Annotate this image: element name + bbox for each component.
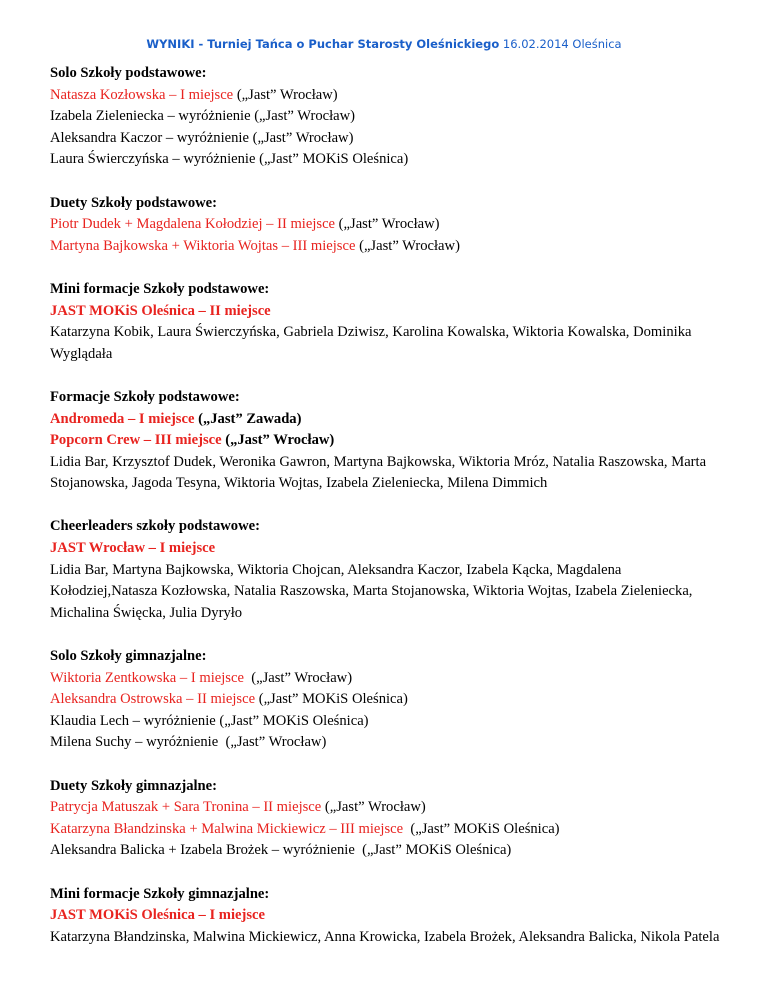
section-formations-primary	[50, 387, 730, 495]
award-text: Patrycja Matuszak + Sara Tronina – II miejsce	[50, 799, 322, 816]
result-line	[50, 819, 730, 841]
section-solo-middle	[50, 646, 730, 754]
section-title: Mini formacje Szkoły gimnazjalne:	[50, 885, 270, 902]
award-text: Andromeda – I miejsce	[50, 410, 195, 427]
section-title: Solo Szkoły gimnazjalne:	[50, 648, 207, 665]
section-cheerleaders-primary	[50, 516, 730, 624]
section-mini-formations-middle	[50, 884, 730, 949]
club-text: („Jast” Wrocław)	[243, 669, 353, 686]
result-line: Izabela Zieleniecka – wyróżnienie („Jast” Wrocław)	[50, 108, 356, 125]
section-title: Cheerleaders szkoły podstawowe:	[50, 518, 260, 535]
club-text: („Jast” Wrocław)	[355, 237, 460, 254]
result-line	[50, 430, 730, 452]
members-text: Katarzyna Błandzinska, Malwina Mickiewicz, Anna Krowicka, Izabela Brożek, Aleksandra Balicka, Nikola Patela	[50, 928, 720, 945]
page-header	[0, 37, 768, 51]
results-document	[50, 63, 730, 970]
club-text: („Jast” Wrocław)	[335, 216, 440, 233]
result-line: Laura Świerczyńska – wyróżnienie („Jast” MOKiS Oleśnica)	[50, 151, 409, 168]
section-title: Duety Szkoły gimnazjalne:	[50, 777, 218, 794]
award-text: JAST Wrocław – I miejsce	[50, 540, 216, 557]
result-line	[50, 797, 730, 819]
award-text: Natasza Kozłowska – I miejsce	[50, 86, 234, 103]
members-text: Lidia Bar, Martyna Bajkowska, Wiktoria Chojcan, Aleksandra Kaczor, Izabela Kącka, Magdalena Kołodziej,Natasza Kozłowska, Natalia Raszowska, Marta Stojanowska, Wiktoria Wojtas, Izabela Zieleniecka, Michalina Święcka, Julia Dyryło	[50, 561, 693, 621]
section-title: Formacje Szkoły podstawowe:	[50, 388, 240, 405]
award-text: JAST MOKiS Oleśnica – II miejsce	[50, 302, 271, 319]
award-text: Martyna Bajkowska + Wiktoria Wojtas – III miejsce	[50, 237, 356, 254]
club-text: („Jast” MOKiS Oleśnica)	[403, 820, 560, 837]
section-title: Duety Szkoły podstawowe:	[50, 194, 218, 211]
result-line	[50, 85, 730, 107]
award-text: Aleksandra Ostrowska – II miejsce	[50, 691, 256, 708]
result-line: Aleksandra Kaczor – wyróżnienie („Jast” Wrocław)	[50, 129, 354, 146]
members-text: Lidia Bar, Krzysztof Dudek, Weronika Gawron, Martyna Bajkowska, Wiktoria Mróz, Natalia Raszowska, Marta Stojanowska, Jagoda Tesyna, Wiktoria Wojtas, Izabela Zieleniecka, Milena Dimmich	[50, 453, 707, 492]
award-text: Popcorn Crew – III miejsce	[50, 432, 222, 449]
section-solo-primary	[50, 63, 730, 171]
section-title: Solo Szkoły podstawowe:	[50, 65, 207, 81]
section-mini-formations-primary	[50, 279, 730, 365]
members-text: Katarzyna Kobik, Laura Świerczyńska, Gabriela Dziwisz, Karolina Kowalska, Wiktoria Kowalska, Dominika Wyglądała	[50, 324, 692, 362]
section-duets-primary	[50, 193, 730, 258]
section-title: Mini formacje Szkoły podstawowe:	[50, 280, 270, 297]
result-line: Klaudia Lech – wyróżnienie („Jast” MOKiS Oleśnica)	[50, 712, 369, 729]
header-title: WYNIKI - Turniej Tańca o Puchar Starosty Oleśnickiego	[146, 37, 500, 51]
club-text: („Jast” Wrocław)	[221, 432, 335, 449]
result-line: Aleksandra Balicka + Izabela Brożek – wyróżnienie („Jast” MOKiS Oleśnica)	[50, 842, 512, 859]
award-text: JAST MOKiS Oleśnica – I miejsce	[50, 907, 265, 924]
section-duets-middle	[50, 776, 730, 862]
club-text: („Jast” Wrocław)	[321, 799, 426, 816]
result-line	[50, 236, 730, 258]
header-date-place: 16.02.2014 Oleśnica	[502, 37, 622, 51]
award-text: Wiktoria Zentkowska – I miejsce	[50, 669, 244, 686]
award-text: Piotr Dudek + Magdalena Kołodziej – II miejsce	[50, 216, 336, 233]
club-text: („Jast” MOKiS Oleśnica)	[255, 691, 408, 708]
club-text: („Jast” Wrocław)	[233, 86, 338, 103]
club-text: („Jast” Zawada)	[194, 410, 302, 427]
award-text: Katarzyna Błandzinska + Malwina Mickiewicz – III miejsce	[50, 820, 404, 837]
result-line	[50, 214, 730, 236]
result-line: Milena Suchy – wyróżnienie („Jast” Wrocław)	[50, 734, 327, 751]
result-line	[50, 689, 730, 711]
result-line	[50, 409, 730, 431]
result-line	[50, 668, 730, 690]
